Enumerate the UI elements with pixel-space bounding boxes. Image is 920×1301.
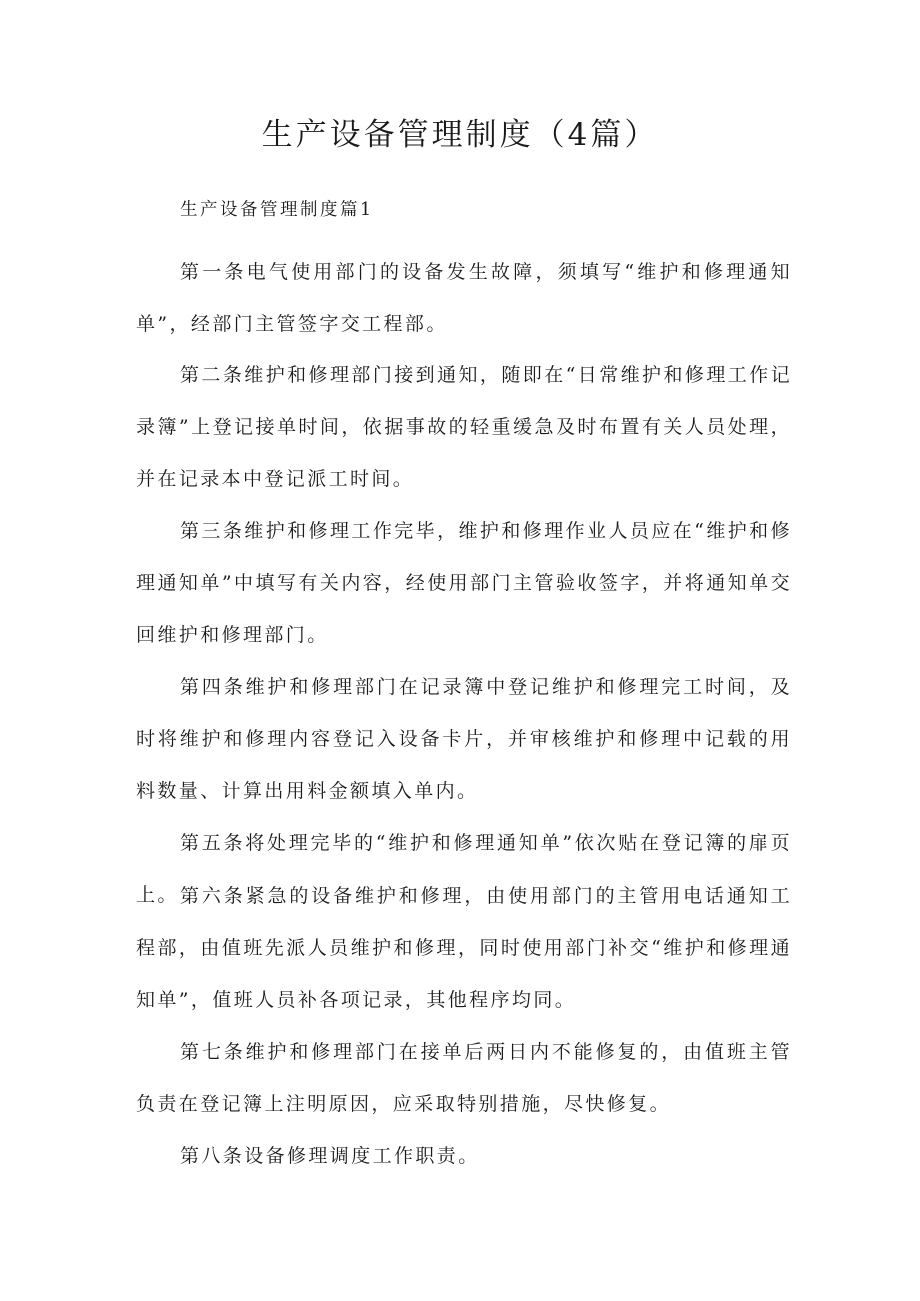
paragraph-article-4: 第四条维护和修理部门在记录簿中登记维护和修理完工时间，及时将维护和修理内容登记入设备卡片，并审核维护和修理中记载的用料数量、计算出用料金额填入单内。	[136, 676, 792, 802]
paragraph-article-8: 第八条设备修理调度工作职责。	[180, 1145, 480, 1167]
paragraph-article-2: 第二条维护和修理部门接到通知，随即在“日常维护和修理工作记录簿”上登记接单时间，依据事故的轻重缓急及时布置有关人员处理，并在记录本中登记派工时间。	[136, 364, 792, 490]
paragraph-article-3: 第三条维护和修理工作完毕，维护和修理作业人员应在“维护和修理通知单”中填写有关内容，经使用部门主管验收签字，并将通知单交回维护和修理部门。	[136, 520, 792, 646]
paragraph-article-1: 第一条电气使用部门的设备发生故障，须填写“维护和修理通知单”，经部门主管签字交工程部。	[136, 261, 792, 335]
paragraph-article-5: 第五条将处理完毕的“维护和修理通知单”依次贴在登记簿的扉页上。	[136, 832, 792, 906]
document-title: 生产设备管理制度（4篇）	[261, 117, 659, 153]
paragraph-article-7: 第七条维护和修理部门在接单后两日内不能修复的，由值班主管负责在登记簿上注明原因，应采取特别措施，尽快修复。	[136, 1041, 792, 1115]
paragraph-article-6: 第六条紧急的设备维护和修理，由使用部门的主管用电话通知工程部，由值班先派人员维护和修理，同时使用部门补交“维护和修理通知单”，值班人员补各项记录，其他程序均同。	[136, 885, 792, 1011]
section-heading: 生产设备管理制度篇1	[180, 200, 374, 220]
